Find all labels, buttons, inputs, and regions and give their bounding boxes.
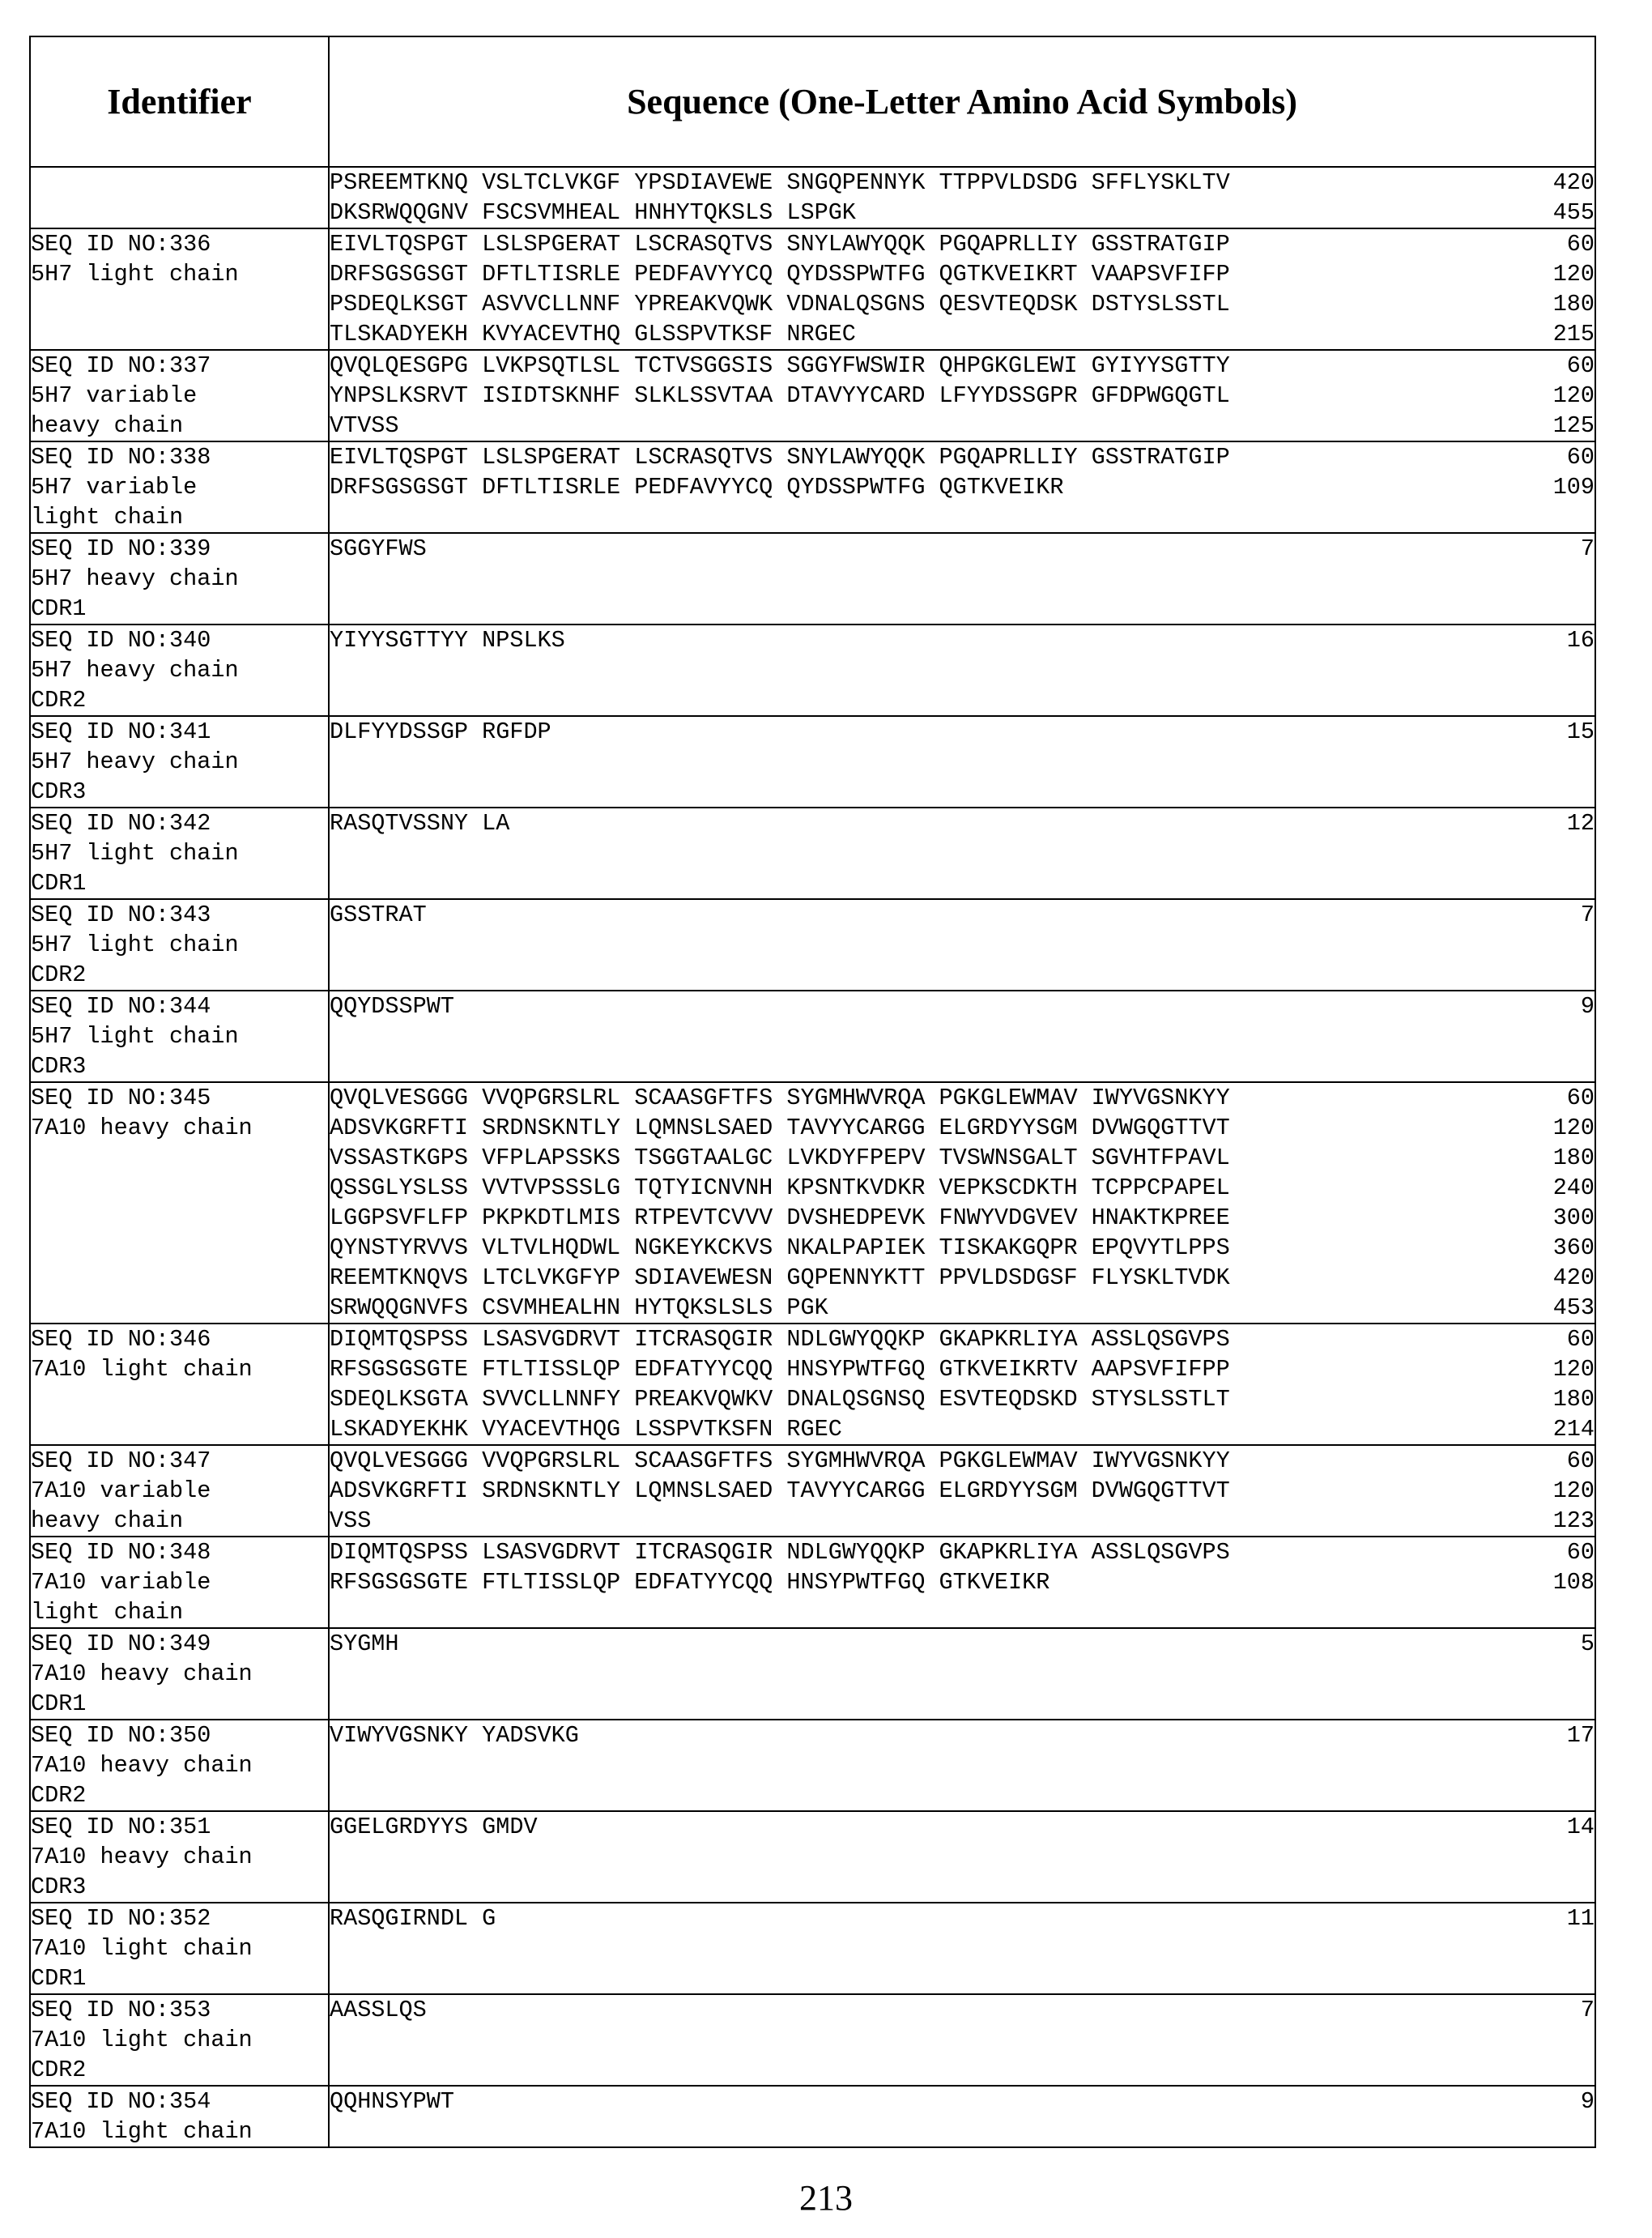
table-row: [30, 991, 1595, 1082]
sequence-text: QSSGLYSLSS VVTVPSSSLG TQTYICNVNH KPSNTKVDKR VEPKSCDKTH TCPPCPAPEL: [330, 1173, 1230, 1203]
sequence-cell: [329, 625, 1595, 716]
sequence-line: [330, 411, 1595, 441]
sequence-cell: [329, 533, 1595, 625]
sequence-line: [330, 229, 1595, 259]
sequence-text: DRFSGSGSGT DFTLTISRLE PEDFAVYYCQ QYDSSPWTFG QGTKVEIKRT VAAPSVFIFP: [330, 259, 1230, 289]
sequence-text: QQHNSYPWT: [330, 2087, 454, 2117]
identifier-line: light chain: [31, 502, 328, 532]
sequence-line: [330, 1476, 1595, 1506]
identifier-line: CDR1: [31, 594, 328, 624]
identifier-cell: [30, 2086, 329, 2147]
sequence-text: LGGPSVFLFP PKPKDTLMIS RTPEVTCVVV DVSHEDPEVK FNWYVDGVEV HNAKTKPREE: [330, 1203, 1230, 1233]
sequence-line: [330, 1354, 1595, 1384]
sequence-cell: [329, 808, 1595, 899]
identifier-line: SEQ ID NO:342: [31, 808, 328, 838]
identifier-line: 5H7 heavy chain: [31, 655, 328, 685]
sequence-line: [330, 1113, 1595, 1143]
sequence-text: REEMTKNQVS LTCLVKGFYP SDIAVEWESN GQPENNYKTT PPVLDSDGSF FLYSKLTVDK: [330, 1263, 1230, 1293]
sequence-text: VSSASTKGPS VFPLAPSSKS TSGGTAALGC LVKDYFPEPV TVSWNSGALT SGVHTFPAVL: [330, 1143, 1230, 1173]
sequence-text: SRWQQGNVFS CSVMHEALHN HYTQKSLSLS PGK: [330, 1293, 828, 1323]
sequence-cell: [329, 1537, 1595, 1628]
sequence-text: RFSGSGSGTE FTLTISSLQP EDFATYYCQQ HNSYPWTFGQ GTKVEIKR: [330, 1567, 1050, 1597]
sequence-cell: [329, 991, 1595, 1082]
identifier-line: SEQ ID NO:336: [31, 229, 328, 259]
identifier-line: SEQ ID NO:353: [31, 1995, 328, 2025]
identifier-cell: [30, 808, 329, 899]
table-row: [30, 1324, 1595, 1445]
sequence-cell: [329, 2086, 1595, 2147]
table-row: [30, 1720, 1595, 1811]
table-row: [30, 167, 1595, 228]
identifier-cell: [30, 1082, 329, 1324]
table-row: [30, 899, 1595, 991]
identifier-line: 5H7 light chain: [31, 930, 328, 960]
sequence-cell: [329, 1720, 1595, 1811]
residue-count: 5: [1581, 1629, 1595, 1659]
identifier-line: 7A10 heavy chain: [31, 1659, 328, 1689]
sequence-cell: [329, 1445, 1595, 1537]
sequence-line: [330, 1233, 1595, 1263]
sequence-line: [330, 900, 1595, 930]
identifier-line: light chain: [31, 1597, 328, 1627]
sequence-text: SDEQLKSGTA SVVCLLNNFY PREAKVQWKV DNALQSGNSQ ESVTEQDSKD STYSLSSTLT: [330, 1384, 1230, 1414]
identifier-line: CDR2: [31, 685, 328, 715]
identifier-line: 7A10 heavy chain: [31, 1750, 328, 1780]
sequence-text: TLSKADYEKH KVYACEVTHQ GLSSPVTKSF NRGEC: [330, 319, 856, 349]
identifier-line: 7A10 light chain: [31, 2117, 328, 2146]
identifier-line: CDR2: [31, 960, 328, 990]
sequence-text: DKSRWQQGNV FSCSVMHEAL HNHYTQKSLS LSPGK: [330, 198, 856, 228]
sequence-text: DRFSGSGSGT DFTLTISRLE PEDFAVYYCQ QYDSSPWTFG QGTKVEIKR: [330, 472, 1063, 502]
sequence-text: RASQGIRNDL G: [330, 1903, 496, 1933]
identifier-line: CDR2: [31, 1780, 328, 1810]
identifier-line: CDR1: [31, 1963, 328, 1993]
sequence-line: [330, 1143, 1595, 1173]
identifier-line: SEQ ID NO:354: [31, 2087, 328, 2117]
identifier-line: SEQ ID NO:347: [31, 1446, 328, 1476]
residue-count: 7: [1581, 534, 1595, 564]
identifier-cell: [30, 1537, 329, 1628]
sequence-line: [330, 381, 1595, 411]
sequence-line: [330, 1263, 1595, 1293]
sequence-text: ADSVKGRFTI SRDNSKNTLY LQMNSLSAED TAVYYCARGG ELGRDYYSGM DVWGQGTTVT: [330, 1113, 1230, 1143]
sequence-text: QVQLQESGPG LVKPSQTLSL TCTVSGGSIS SGGYFWSWIR QHPGKGLEWI GYIYYSGTTY: [330, 351, 1230, 381]
identifier-line: 7A10 light chain: [31, 1933, 328, 1963]
sequence-line: [330, 1812, 1595, 1842]
sequence-text: DIQMTQSPSS LSASVGDRVT ITCRASQGIR NDLGWYQQKP GKAPKRLIYA ASSLQSGVPS: [330, 1537, 1230, 1567]
sequence-line: [330, 625, 1595, 655]
identifier-line: 5H7 heavy chain: [31, 747, 328, 777]
sequence-text: SGGYFWS: [330, 534, 427, 564]
page-number: 213: [0, 2177, 1652, 2219]
identifier-line: SEQ ID NO:351: [31, 1812, 328, 1842]
identifier-cell: [30, 991, 329, 1082]
sequence-line: [330, 319, 1595, 349]
identifier-cell: [30, 533, 329, 625]
sequence-text: EIVLTQSPGT LSLSPGERAT LSCRASQTVS SNYLAWYQQK PGQAPRLLIY GSSTRATGIP: [330, 442, 1230, 472]
residue-count: 420: [1553, 1263, 1595, 1293]
identifier-line: SEQ ID NO:352: [31, 1903, 328, 1933]
residue-count: 17: [1567, 1720, 1595, 1750]
table-row: [30, 1811, 1595, 1903]
identifier-line: CDR3: [31, 1872, 328, 1902]
residue-count: 180: [1553, 1384, 1595, 1414]
sequence-cell: [329, 1628, 1595, 1720]
identifier-cell: [30, 1628, 329, 1720]
residue-count: 420: [1553, 168, 1595, 198]
sequence-line: [330, 289, 1595, 319]
table-row: [30, 2086, 1595, 2147]
residue-count: 12: [1567, 808, 1595, 838]
sequence-text: VSS: [330, 1506, 371, 1536]
sequence-text: DLFYYDSSGP RGFDP: [330, 717, 551, 747]
sequence-cell: [329, 1903, 1595, 1994]
identifier-line: 7A10 heavy chain: [31, 1842, 328, 1872]
residue-count: 120: [1553, 1354, 1595, 1384]
identifier-cell: [30, 1811, 329, 1903]
table-row: [30, 716, 1595, 808]
sequence-line: [330, 1293, 1595, 1323]
sequence-cell: [329, 228, 1595, 350]
table-row: [30, 1994, 1595, 2086]
sequence-text: ADSVKGRFTI SRDNSKNTLY LQMNSLSAED TAVYYCARGG ELGRDYYSGM DVWGQGTTVT: [330, 1476, 1230, 1506]
sequence-cell: [329, 1811, 1595, 1903]
sequence-line: [330, 1446, 1595, 1476]
identifier-cell: [30, 167, 329, 228]
table-row: [30, 1445, 1595, 1537]
sequence-text: QQYDSSPWT: [330, 991, 454, 1021]
sequence-line: [330, 1995, 1595, 2025]
table-row: [30, 1537, 1595, 1628]
table-body: [30, 167, 1595, 2147]
sequence-cell: [329, 167, 1595, 228]
sequence-cell: [329, 350, 1595, 441]
sequence-line: [330, 259, 1595, 289]
identifier-line: SEQ ID NO:339: [31, 534, 328, 564]
sequence-line: [330, 1537, 1595, 1567]
table-row: [30, 441, 1595, 533]
residue-count: 11: [1567, 1903, 1595, 1933]
identifier-line: SEQ ID NO:338: [31, 442, 328, 472]
identifier-line: 5H7 variable: [31, 381, 328, 411]
sequence-text: PSDEQLKSGT ASVVCLLNNF YPREAKVQWK VDNALQSGNS QESVTEQDSK DSTYSLSSTL: [330, 289, 1230, 319]
residue-count: 215: [1553, 319, 1595, 349]
residue-count: 360: [1553, 1233, 1595, 1263]
table-row: [30, 350, 1595, 441]
identifier-line: CDR1: [31, 868, 328, 898]
sequence-text: LSKADYEKHK VYACEVTHQG LSSPVTKSFN RGEC: [330, 1414, 842, 1444]
table-row: [30, 1903, 1595, 1994]
sequence-cell: [329, 1324, 1595, 1445]
sequence-text: DIQMTQSPSS LSASVGDRVT ITCRASQGIR NDLGWYQQKP GKAPKRLIYA ASSLQSGVPS: [330, 1324, 1230, 1354]
identifier-line: heavy chain: [31, 1506, 328, 1536]
identifier-line: SEQ ID NO:350: [31, 1720, 328, 1750]
residue-count: 7: [1581, 900, 1595, 930]
sequence-cell: [329, 716, 1595, 808]
sequence-text: EIVLTQSPGT LSLSPGERAT LSCRASQTVS SNYLAWYQQK PGQAPRLLIY GSSTRATGIP: [330, 229, 1230, 259]
sequence-line: [330, 442, 1595, 472]
residue-count: 180: [1553, 289, 1595, 319]
residue-count: 214: [1553, 1414, 1595, 1444]
residue-count: 14: [1567, 1812, 1595, 1842]
sequence-table: [29, 36, 1596, 2148]
table-row: [30, 1628, 1595, 1720]
sequence-line: [330, 717, 1595, 747]
table-row: [30, 533, 1595, 625]
identifier-cell: [30, 1324, 329, 1445]
sequence-line: [330, 808, 1595, 838]
sequence-line: [330, 991, 1595, 1021]
residue-count: 60: [1567, 1446, 1595, 1476]
residue-count: 125: [1553, 411, 1595, 441]
table-row: [30, 808, 1595, 899]
residue-count: 60: [1567, 1324, 1595, 1354]
residue-count: 108: [1553, 1567, 1595, 1597]
identifier-cell: [30, 228, 329, 350]
identifier-line: CDR2: [31, 2055, 328, 2085]
identifier-cell: [30, 1720, 329, 1811]
sequence-text: VIWYVGSNKY YADSVKG: [330, 1720, 579, 1750]
sequence-line: [330, 472, 1595, 502]
identifier-cell: [30, 899, 329, 991]
table-row: [30, 625, 1595, 716]
identifier-cell: [30, 625, 329, 716]
identifier-line: 7A10 light chain: [31, 1354, 328, 1384]
identifier-cell: [30, 441, 329, 533]
sequence-line: [330, 1324, 1595, 1354]
identifier-line: 7A10 variable: [31, 1476, 328, 1506]
table-row: [30, 1082, 1595, 1324]
identifier-line: 7A10 variable: [31, 1567, 328, 1597]
sequence-text: PSREEMTKNQ VSLTCLVKGF YPSDIAVEWE SNGQPENNYK TTPPVLDSDG SFFLYSKLTV: [330, 168, 1230, 198]
identifier-line: SEQ ID NO:349: [31, 1629, 328, 1659]
table-row: [30, 228, 1595, 350]
sequence-line: [330, 1083, 1595, 1113]
residue-count: 120: [1553, 1476, 1595, 1506]
sequence-cell: [329, 1994, 1595, 2086]
sequence-cell: [329, 899, 1595, 991]
identifier-line: SEQ ID NO:348: [31, 1537, 328, 1567]
residue-count: 15: [1567, 717, 1595, 747]
identifier-line: SEQ ID NO:340: [31, 625, 328, 655]
sequence-text: RFSGSGSGTE FTLTISSLQP EDFATYYCQQ HNSYPWTFGQ GTKVEIKRTV AAPSVFIFPP: [330, 1354, 1230, 1384]
sequence-text: RASQTVSSNY LA: [330, 808, 509, 838]
sequence-text: QVQLVESGGG VVQPGRSLRL SCAASGFTFS SYGMHWVRQA PGKGLEWMAV IWYVGSNKYY: [330, 1446, 1230, 1476]
sequence-line: [330, 168, 1595, 198]
header-sequence: Sequence (One-Letter Amino Acid Symbols): [329, 36, 1595, 167]
sequence-cell: [329, 441, 1595, 533]
identifier-line: 5H7 light chain: [31, 259, 328, 289]
sequence-text: AASSLQS: [330, 1995, 427, 2025]
identifier-line: 7A10 heavy chain: [31, 1113, 328, 1143]
residue-count: 60: [1567, 1537, 1595, 1567]
sequence-line: [330, 1903, 1595, 1933]
sequence-text: QYNSTYRVVS VLTVLHQDWL NGKEYKCKVS NKALPAPIEK TISKAKGQPR EPQVYTLPPS: [330, 1233, 1230, 1263]
residue-count: 300: [1553, 1203, 1595, 1233]
sequence-line: [330, 198, 1595, 228]
sequence-cell: [329, 1082, 1595, 1324]
sequence-text: VTVSS: [330, 411, 399, 441]
identifier-line: 7A10 light chain: [31, 2025, 328, 2055]
residue-count: 9: [1581, 2087, 1595, 2117]
identifier-line: SEQ ID NO:344: [31, 991, 328, 1021]
sequence-text: YNPSLKSRVT ISIDTSKNHF SLKLSSVTAA DTAVYYCARD LFYYDSSGPR GFDPWGQGTL: [330, 381, 1230, 411]
residue-count: 453: [1553, 1293, 1595, 1323]
residue-count: 60: [1567, 229, 1595, 259]
identifier-line: SEQ ID NO:345: [31, 1083, 328, 1113]
residue-count: 123: [1553, 1506, 1595, 1536]
sequence-text: GGELGRDYYS GMDV: [330, 1812, 538, 1842]
residue-count: 180: [1553, 1143, 1595, 1173]
residue-count: 109: [1553, 472, 1595, 502]
identifier-cell: [30, 1994, 329, 2086]
residue-count: 120: [1553, 1113, 1595, 1143]
residue-count: 455: [1553, 198, 1595, 228]
residue-count: 16: [1567, 625, 1595, 655]
residue-count: 7: [1581, 1995, 1595, 2025]
identifier-line: SEQ ID NO:337: [31, 351, 328, 381]
residue-count: 120: [1553, 259, 1595, 289]
residue-count: 60: [1567, 351, 1595, 381]
sequence-line: [330, 1414, 1595, 1444]
header-identifier: Identifier: [30, 36, 329, 167]
identifier-line: SEQ ID NO:341: [31, 717, 328, 747]
identifier-cell: [30, 1445, 329, 1537]
residue-count: 120: [1553, 381, 1595, 411]
sequence-line: [330, 351, 1595, 381]
sequence-line: [330, 534, 1595, 564]
sequence-line: [330, 1203, 1595, 1233]
sequence-text: SYGMH: [330, 1629, 399, 1659]
identifier-line: heavy chain: [31, 411, 328, 441]
identifier-line: 5H7 light chain: [31, 1021, 328, 1051]
residue-count: 9: [1581, 991, 1595, 1021]
residue-count: 60: [1567, 1083, 1595, 1113]
identifier-line: CDR1: [31, 1689, 328, 1719]
identifier-cell: [30, 716, 329, 808]
identifier-line: 5H7 light chain: [31, 838, 328, 868]
sequence-line: [330, 2087, 1595, 2117]
sequence-line: [330, 1629, 1595, 1659]
residue-count: 60: [1567, 442, 1595, 472]
identifier-line: SEQ ID NO:346: [31, 1324, 328, 1354]
identifier-cell: [30, 350, 329, 441]
sequence-text: GSSTRAT: [330, 900, 427, 930]
sequence-line: [330, 1567, 1595, 1597]
sequence-line: [330, 1720, 1595, 1750]
sequence-line: [330, 1384, 1595, 1414]
identifier-line: 5H7 variable: [31, 472, 328, 502]
sequence-text: QVQLVESGGG VVQPGRSLRL SCAASGFTFS SYGMHWVRQA PGKGLEWMAV IWYVGSNKYY: [330, 1083, 1230, 1113]
identifier-line: SEQ ID NO:343: [31, 900, 328, 930]
residue-count: 240: [1553, 1173, 1595, 1203]
table-header-row: [30, 36, 1595, 167]
identifier-cell: [30, 1903, 329, 1994]
sequence-line: [330, 1173, 1595, 1203]
identifier-line: CDR3: [31, 1051, 328, 1081]
identifier-line: 5H7 heavy chain: [31, 564, 328, 594]
sequence-line: [330, 1506, 1595, 1536]
sequence-text: YIYYSGTTYY NPSLKS: [330, 625, 565, 655]
identifier-line: CDR3: [31, 777, 328, 807]
